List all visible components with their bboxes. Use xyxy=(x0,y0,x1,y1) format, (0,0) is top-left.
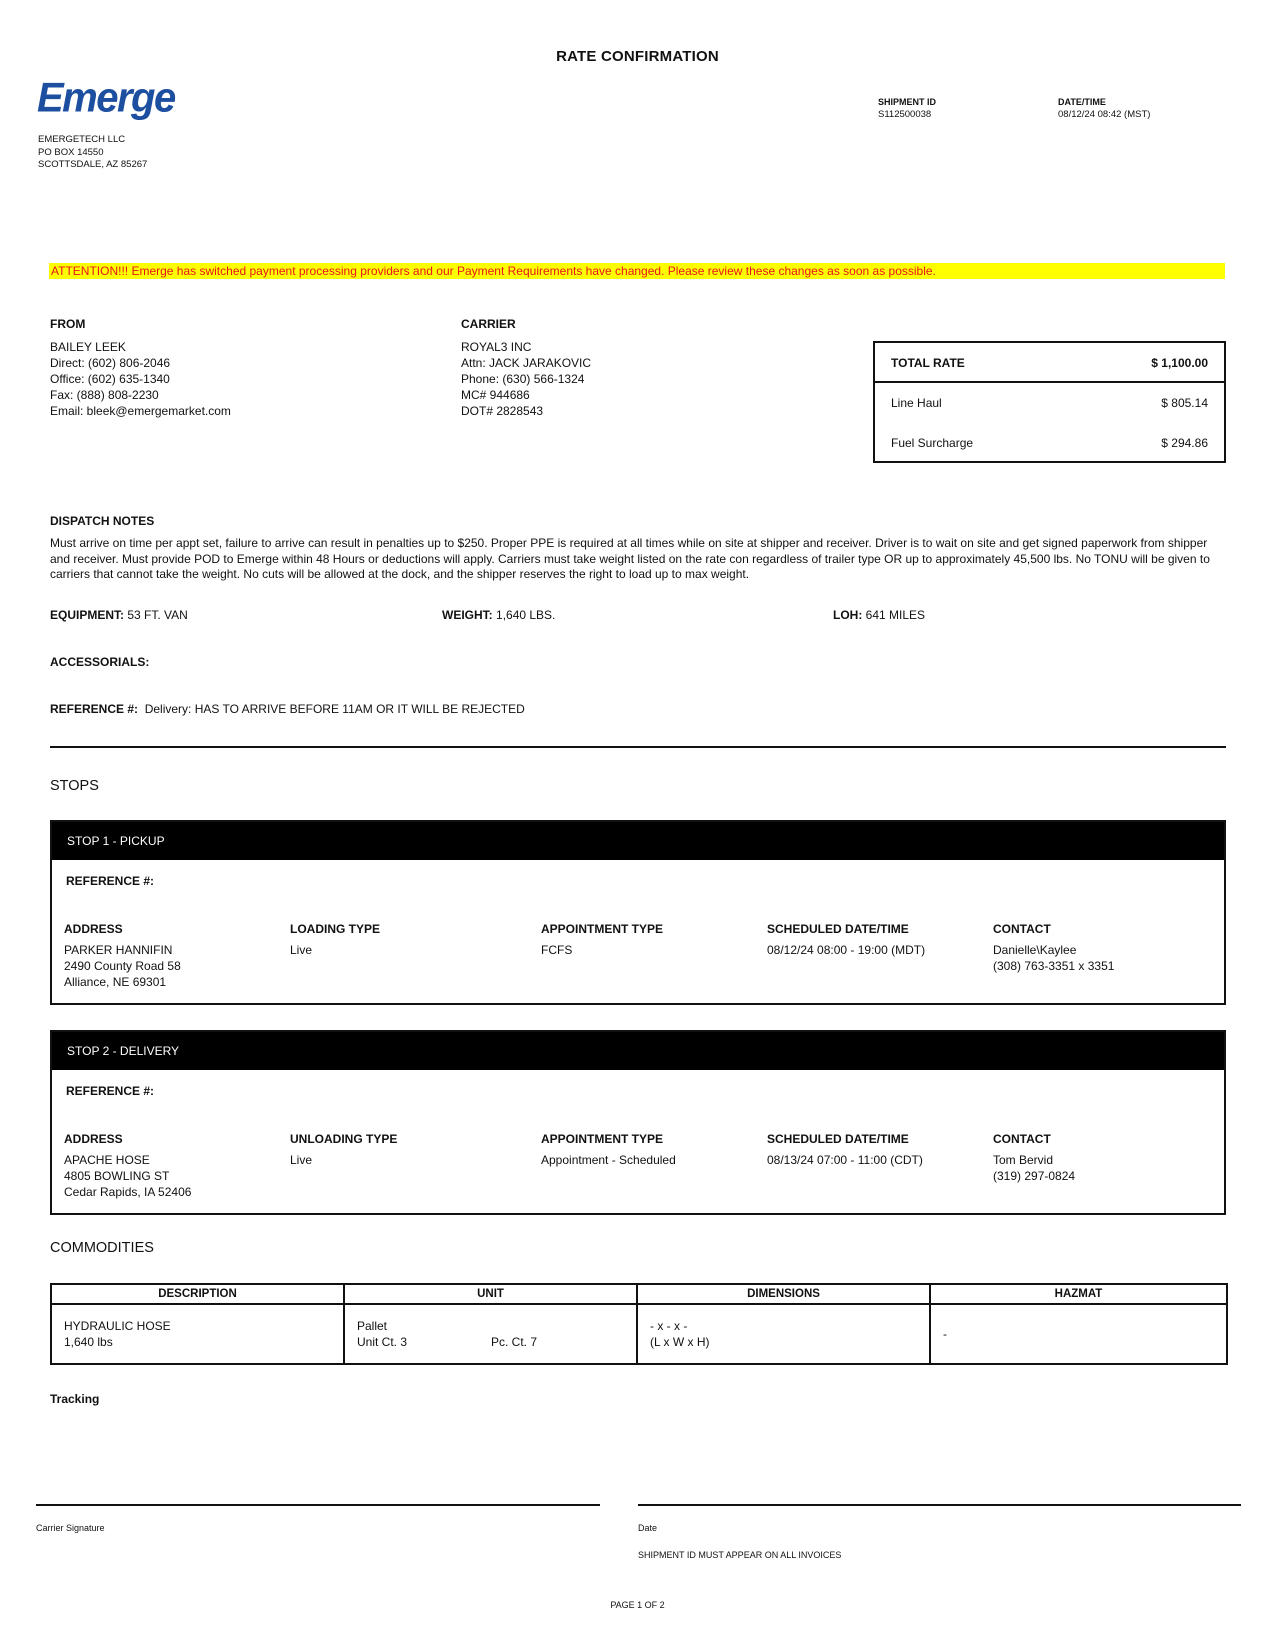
stop-2-appointment-type-value: Appointment - Scheduled xyxy=(541,1153,676,1167)
commodity-unit: Pallet xyxy=(357,1319,388,1333)
stop-2-appointment-type xyxy=(541,1132,676,1168)
accessorials-label: ACCESSORIALS: xyxy=(50,655,150,669)
weight-field xyxy=(442,608,555,622)
stop-1-contact-name: Danielle\Kaylee xyxy=(993,943,1077,957)
equipment-label: EQUIPMENT: xyxy=(50,608,125,622)
stop-1-scheduled-value: 08/12/24 08:00 - 19:00 (MDT) xyxy=(767,943,926,957)
date-time-value: 08/12/24 08:42 (MST) xyxy=(1058,109,1151,120)
stop-2-address-line: Cedar Rapids, IA 52406 xyxy=(64,1185,192,1199)
accessorials-field xyxy=(50,655,149,669)
emerge-logo: Emerge xyxy=(37,74,175,122)
stop-2-scheduled xyxy=(767,1132,923,1168)
stop-1-address xyxy=(64,922,181,990)
carrier-signature-line xyxy=(36,1504,600,1506)
shipment-id-label: SHIPMENT ID xyxy=(878,97,937,107)
from-name: BAILEY LEEK xyxy=(50,340,126,354)
company-name: EMERGETECH LLC xyxy=(38,134,126,145)
dispatch-notes-text: Must arrive on time per appt set, failure to arrive can result in penalties up to $250. Proper PPE is required at all times while on site at shipper and receiver. Driver is to wait on site and get signed paperwork from shipper and receiver. Must provide POD to Emerge within 48 Hours or deductions will apply. Carriers must take weight listed on the rate con regardless of trailer type OR up to approximately 45,500 lbs. No TONU will be given to carriers that cannot take the weight. No cuts will be allowed at the dock, and the shipper reserves the right to load up to max weight. xyxy=(50,536,1210,581)
section-divider xyxy=(50,746,1226,748)
commodities-header-row xyxy=(51,1284,1227,1304)
stop-1-appointment-type-value: FCFS xyxy=(541,943,573,957)
stop-1-scheduled xyxy=(767,922,925,958)
fuel-surcharge-label: Fuel Surcharge xyxy=(891,436,974,450)
stop-1-appointment-type-label: APPOINTMENT TYPE xyxy=(541,922,664,936)
stop-1-address-line: Alliance, NE 69301 xyxy=(64,975,167,989)
stop-1-appointment-type xyxy=(541,922,663,958)
stop-1-contact-phone: (308) 763-3351 x 3351 xyxy=(993,959,1115,973)
tracking-label: Tracking xyxy=(50,1392,100,1406)
company-address xyxy=(38,134,147,172)
total-rate-row xyxy=(875,343,1224,383)
col-header-description: DESCRIPTION xyxy=(51,1284,344,1304)
loh-label: LOH: xyxy=(833,608,863,622)
carrier-dot: DOT# 2828543 xyxy=(461,404,544,418)
stop-1-contact xyxy=(993,922,1114,974)
line-haul-row xyxy=(875,393,1224,413)
stop-1-reference-label: REFERENCE #: xyxy=(66,874,155,888)
carrier-mc: MC# 944686 xyxy=(461,388,530,402)
company-address-line2: SCOTTSDALE, AZ 85267 xyxy=(38,159,148,170)
stop-1-scheduled-label: SCHEDULED DATE/TIME xyxy=(767,922,909,936)
commodity-dimensions: - x - x - xyxy=(650,1319,688,1333)
stop-1-header: STOP 1 - PICKUP xyxy=(52,822,1224,860)
stop-2-scheduled-value: 08/13/24 07:00 - 11:00 (CDT) xyxy=(767,1153,923,1167)
stop-2-unloading-type-value: Live xyxy=(290,1153,313,1167)
stop-1-address-line: 2490 County Road 58 xyxy=(64,959,181,973)
weight-label: WEIGHT: xyxy=(442,608,493,622)
stop-1-contact-label: CONTACT xyxy=(993,922,1051,936)
table-row xyxy=(51,1304,1227,1364)
company-address-line1: PO BOX 14550 xyxy=(38,146,104,158)
weight-value: 1,640 LBS. xyxy=(496,608,556,622)
commodity-dimensions-note: (L x W x H) xyxy=(650,1335,710,1349)
stops-title: STOPS xyxy=(50,778,99,794)
page-number: PAGE 1 OF 2 xyxy=(610,1600,665,1610)
stop-2-contact xyxy=(993,1132,1075,1184)
rate-box xyxy=(873,341,1226,463)
shipment-id-value: S112500038 xyxy=(878,109,932,120)
commodity-hazmat: - xyxy=(943,1327,947,1341)
stop-2-unloading-type-label: UNLOADING TYPE xyxy=(290,1132,398,1146)
line-haul-value: $ 805.14 xyxy=(1161,396,1208,410)
dispatch-notes-label: DISPATCH NOTES xyxy=(50,514,155,528)
fuel-surcharge-row xyxy=(875,433,1224,453)
stop-1-loading-type-label: LOADING TYPE xyxy=(290,922,381,936)
date-time-block xyxy=(1058,97,1150,120)
stop-1-address-line: PARKER HANNIFIN xyxy=(64,943,173,957)
commodity-piece-count: Pc. Ct. 7 xyxy=(491,1335,538,1349)
document-title: RATE CONFIRMATION xyxy=(556,48,719,65)
total-rate-label: TOTAL RATE xyxy=(891,356,965,370)
commodities-table xyxy=(50,1283,1228,1365)
loh-value: 641 MILES xyxy=(865,608,926,622)
stop-2-address-line: 4805 BOWLING ST xyxy=(64,1169,170,1183)
stop-1-loading-type xyxy=(290,922,380,958)
stop-1-card xyxy=(50,820,1226,1005)
stop-2-address xyxy=(64,1132,191,1200)
fuel-surcharge-value: $ 294.86 xyxy=(1161,436,1208,450)
reference-label: REFERENCE #: xyxy=(50,702,139,716)
commodities-title: COMMODITIES xyxy=(50,1240,154,1256)
stop-2-address-line: APACHE HOSE xyxy=(64,1153,150,1167)
carrier-signature-label: Carrier Signature xyxy=(36,1523,105,1533)
stop-2-unloading-type xyxy=(290,1132,397,1168)
reference-field xyxy=(50,702,525,716)
invoice-note: SHIPMENT ID MUST APPEAR ON ALL INVOICES xyxy=(638,1550,842,1560)
stop-2-contact-label: CONTACT xyxy=(993,1132,1051,1146)
date-line xyxy=(638,1504,1241,1506)
stop-2-reference-label: REFERENCE #: xyxy=(66,1084,155,1098)
carrier-attn: Attn: JACK JARAKOVIC xyxy=(461,356,592,370)
from-office-phone: Office: (602) 635-1340 xyxy=(50,372,170,386)
stop-2-contact-name: Tom Bervid xyxy=(993,1153,1054,1167)
cell-dimensions xyxy=(637,1304,930,1364)
cell-description xyxy=(51,1304,344,1364)
stop-2-contact-phone: (319) 297-0824 xyxy=(993,1169,1076,1183)
from-email: Email: bleek@emergemarket.com xyxy=(50,404,231,418)
carrier-name: ROYAL3 INC xyxy=(461,340,532,354)
stop-1-address-label: ADDRESS xyxy=(64,922,123,936)
date-label: Date xyxy=(638,1523,658,1533)
dispatch-notes xyxy=(50,514,1226,583)
from-section xyxy=(50,317,231,419)
attention-banner: ATTENTION!!! Emerge has switched payment processing providers and our Payment Requirements have changed. Please review these changes as soon as possible. xyxy=(49,263,1225,279)
from-direct-phone: Direct: (602) 806-2046 xyxy=(50,356,171,370)
cell-hazmat xyxy=(930,1304,1227,1364)
col-header-dimensions: DIMENSIONS xyxy=(637,1284,930,1304)
carrier-phone: Phone: (630) 566-1324 xyxy=(461,372,585,386)
stop-1-loading-type-value: Live xyxy=(290,943,313,957)
loh-field xyxy=(833,608,925,622)
equipment-value: 53 FT. VAN xyxy=(127,608,188,622)
carrier-label: CARRIER xyxy=(461,317,516,331)
shipment-id-block xyxy=(878,97,936,120)
date-time-label: DATE/TIME xyxy=(1058,97,1106,107)
commodity-unit-count: Unit Ct. 3 xyxy=(357,1335,408,1349)
carrier-section xyxy=(461,317,591,419)
stop-2-header: STOP 2 - DELIVERY xyxy=(52,1032,1224,1070)
stop-2-appointment-type-label: APPOINTMENT TYPE xyxy=(541,1132,664,1146)
stop-2-address-label: ADDRESS xyxy=(64,1132,123,1146)
cell-unit xyxy=(344,1304,637,1364)
reference-value: Delivery: HAS TO ARRIVE BEFORE 11AM OR IT WILL BE REJECTED xyxy=(144,702,525,716)
total-rate-value: $ 1,100.00 xyxy=(1151,356,1208,370)
commodity-weight: 1,640 lbs xyxy=(64,1335,113,1349)
col-header-unit: UNIT xyxy=(344,1284,637,1304)
equipment-field xyxy=(50,608,188,622)
stop-2-card xyxy=(50,1030,1226,1215)
stop-2-scheduled-label: SCHEDULED DATE/TIME xyxy=(767,1132,909,1146)
commodity-description: HYDRAULIC HOSE xyxy=(64,1319,171,1333)
from-label: FROM xyxy=(50,317,86,331)
from-fax: Fax: (888) 808-2230 xyxy=(50,388,159,402)
col-header-hazmat: HAZMAT xyxy=(930,1284,1227,1304)
line-haul-label: Line Haul xyxy=(891,396,942,410)
